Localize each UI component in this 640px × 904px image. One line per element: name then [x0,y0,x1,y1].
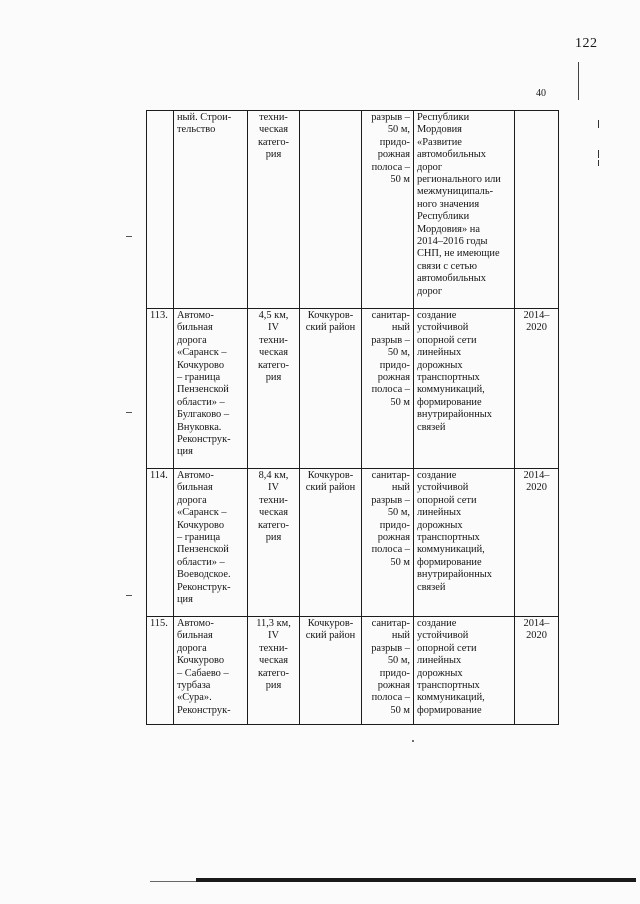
district: Кочкуров- ский район [300,309,362,469]
protection-zone: санитар- ный разрыв – 50 м, придо- рожная полоса – 50 м [362,309,414,469]
purpose: создание устойчивой опорной сети линейных дорожных транспортных коммуникаций, формирование внутрирайонных связей [414,309,515,469]
document-table [146,110,559,725]
scan-mark [598,150,599,158]
term: 2014– 2020 [515,617,559,725]
term: 2014– 2020 [515,309,559,469]
object-name: Автомо- бильная дорога «Саранск – Кочкурово – граница Пензенской области» – Булгаково – Внуковка. Реконструк- ция [174,309,248,469]
scan-edge-line [150,881,196,882]
table-row [147,309,559,469]
table-row [147,469,559,617]
object-name: Автомо- бильная дорога Кочкурово – Сабаево – турбаза «Сура». Реконструк- [174,617,248,725]
object-parameters: 8,4 км, IV техни- ческая катего- рия [248,469,300,617]
term: 2014– 2020 [515,469,559,617]
district: Кочкуров- ский район [300,469,362,617]
inner-page-number: 40 [536,88,546,99]
margin-rule [578,62,579,100]
protection-zone: санитар- ный разрыв – 50 м, придо- рожная полоса – 50 м [362,469,414,617]
row-number: 114. [147,469,174,617]
term [515,111,559,309]
scan-mark [598,120,599,128]
object-name: Автомо- бильная дорога «Саранск – Кочкурово – граница Пензенской области» – Воеводское. Реконструк- ция [174,469,248,617]
district: Кочкуров- ский район [300,617,362,725]
table-row [147,617,559,725]
district [300,111,362,309]
protection-zone: санитар- ный разрыв – 50 м, придо- рожная полоса – 50 м [362,617,414,725]
table-row [147,111,559,309]
row-number: 115. [147,617,174,725]
purpose: создание устойчивой опорной сети линейных дорожных транспортных коммуникаций, формирование [414,617,515,725]
purpose: Республики Мордовия «Развитие автомобильных дорог регионального или межмуниципаль- ного значения Республики Мордовия» на 2014–2016 годы СНП, не имеющие связи с сетью автомобильных дорог [414,111,515,309]
page-number: 122 [575,36,598,51]
margin-tick [126,412,132,413]
scan-mark [598,160,599,166]
object-parameters: техни- ческая катего- рия [248,111,300,309]
margin-tick [126,236,132,237]
scan-dot [412,740,414,742]
row-number [147,111,174,309]
purpose: создание устойчивой опорной сети линейных дорожных транспортных коммуникаций, формирование внутрирайонных связей [414,469,515,617]
object-parameters: 11,3 км, IV техни- ческая катего- рия [248,617,300,725]
margin-tick [126,595,132,596]
scan-edge-bar [196,878,636,882]
row-number: 113. [147,309,174,469]
protection-zone: разрыв – 50 м, придо- рожная полоса – 50 м [362,111,414,309]
object-name: ный. Строи- тельство [174,111,248,309]
object-parameters: 4,5 км, IV техни- ческая катего- рия [248,309,300,469]
